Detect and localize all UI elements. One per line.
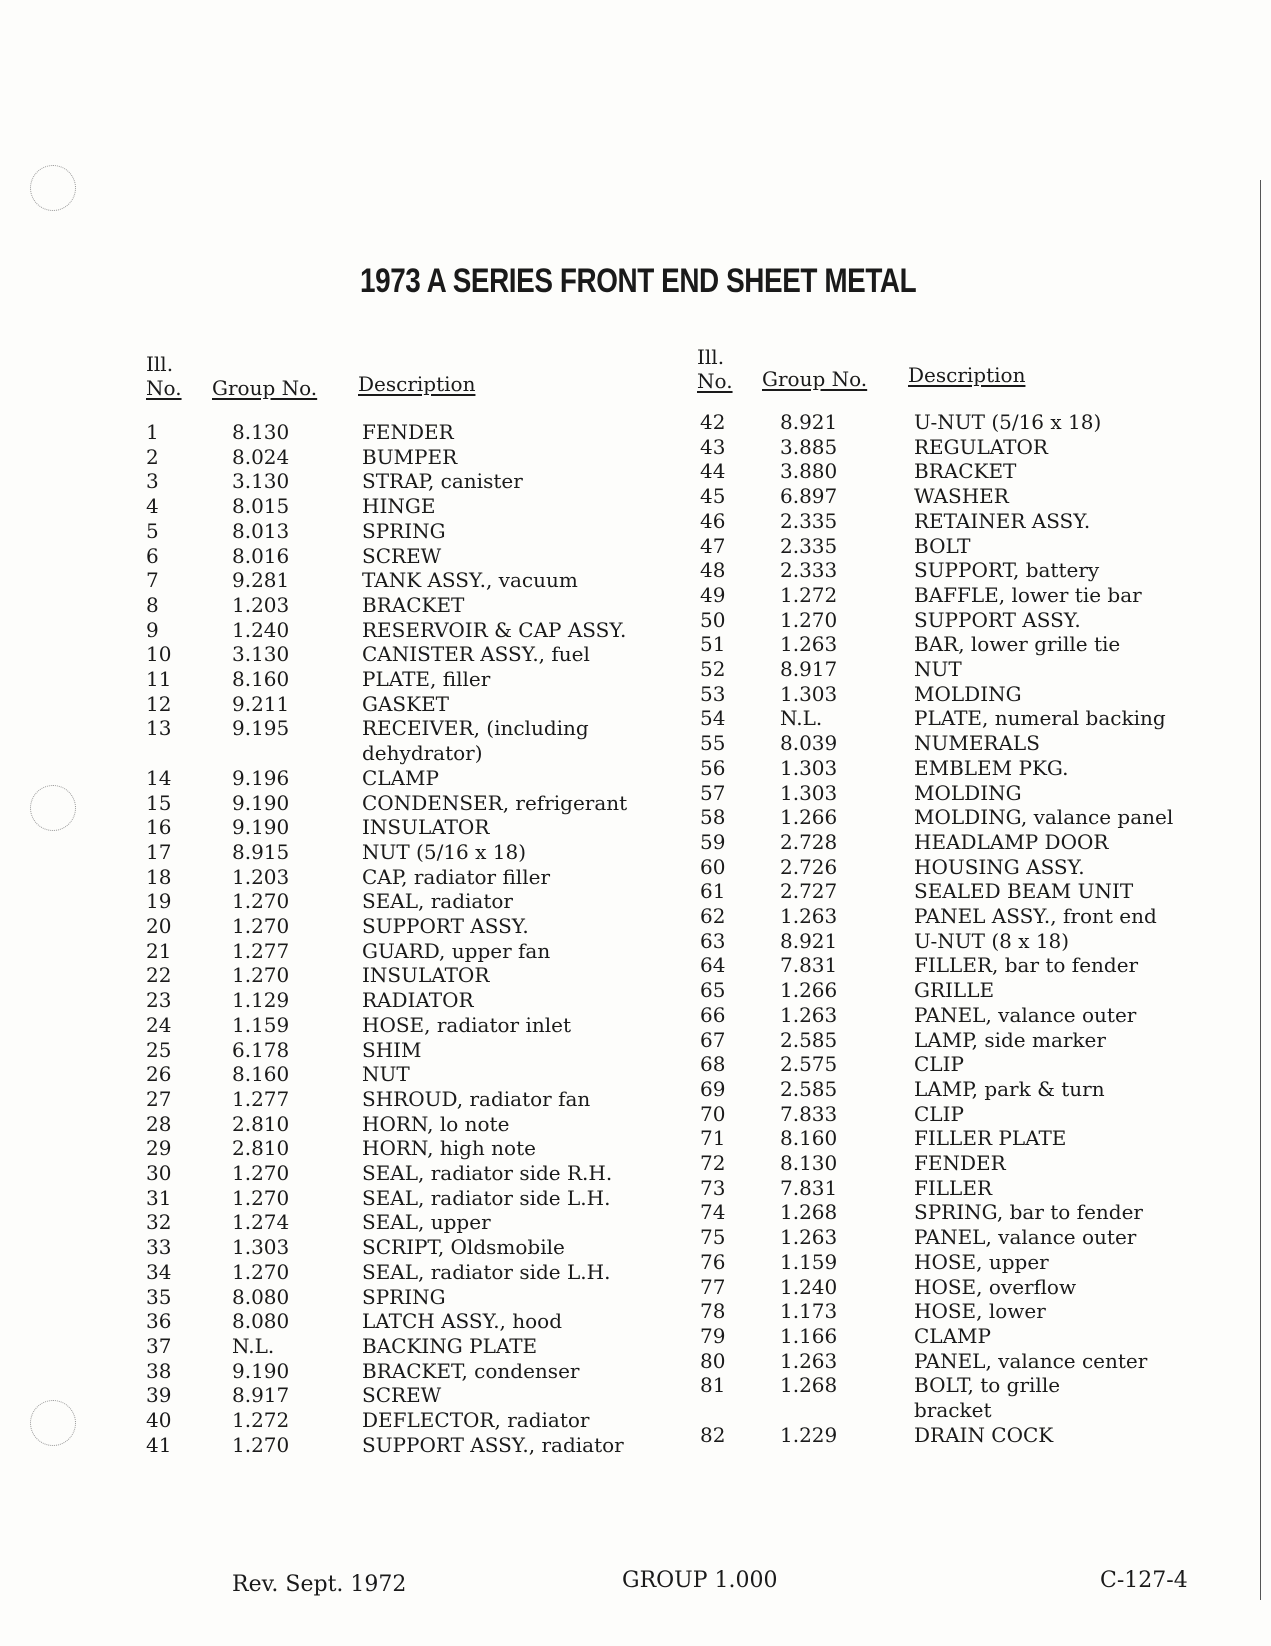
group-number: 1.274 (232, 1210, 290, 1235)
part-description: EMBLEM PKG. (914, 755, 1069, 780)
ill-number: 24 (146, 1012, 172, 1037)
part-description: MOLDING, valance panel (914, 805, 1174, 830)
ill-number: 9 (146, 617, 159, 642)
part-description: PLATE, filler (362, 667, 491, 691)
part-description: LAMP, side marker (914, 1027, 1106, 1052)
group-number: 1.303 (780, 755, 838, 780)
part-row (0, 583, 1271, 607)
part-description: CLAMP (914, 1323, 991, 1348)
ill-number: 67 (700, 1027, 726, 1052)
ill-number: 30 (146, 1161, 172, 1185)
part-description: GUARD, upper fan (362, 938, 551, 963)
ill-number: 3 (146, 469, 159, 494)
description-header: Description (908, 363, 1026, 387)
ill-number: 44 (700, 459, 726, 484)
ill-number: 31 (146, 1185, 172, 1210)
group-label: GROUP 1.000 (622, 1568, 778, 1593)
part-row (0, 1151, 1271, 1175)
group-number: 1.268 (780, 1373, 838, 1398)
ill-number: 78 (700, 1299, 726, 1324)
part-description: DRAIN COCK (914, 1422, 1054, 1447)
group-number: 2.575 (780, 1052, 838, 1077)
part-description: PANEL, valance outer (914, 1002, 1137, 1027)
part-row (0, 1423, 1271, 1447)
group-number: 1.203 (232, 592, 290, 617)
group-number: 1.129 (232, 988, 290, 1013)
group-number: 1.263 (780, 904, 838, 928)
part-description: CANISTER ASSY., fuel (362, 642, 590, 667)
group-number: N.L. (780, 706, 823, 731)
group-number: 2.726 (780, 854, 838, 879)
part-description: SEAL, upper (362, 1210, 491, 1235)
ill-number: 36 (146, 1309, 172, 1334)
group-number: 6.897 (780, 484, 838, 509)
group-number: 8.160 (232, 1062, 290, 1087)
page-number: C-127-4 (1100, 1568, 1188, 1593)
group-number: 1.240 (780, 1274, 838, 1299)
group-number: 1.229 (780, 1422, 838, 1447)
group-number: 2.335 (780, 533, 838, 558)
part-row (0, 608, 1271, 632)
part-description: U-NUT (5/16 x 18) (914, 410, 1102, 434)
ill-number: 46 (700, 508, 726, 533)
ill-number: 15 (146, 790, 172, 815)
part-description: INSULATOR (362, 963, 490, 988)
part-description: BOLT, to grille (914, 1373, 1061, 1398)
part-description: HOSE, radiator inlet (362, 1012, 572, 1037)
part-row (0, 706, 1271, 730)
page-title: 1973 A SERIES FRONT END SHEET METAL (360, 262, 917, 300)
ill-number: 4 (146, 494, 159, 519)
part-row (0, 1028, 1271, 1052)
group-number: 1.173 (780, 1299, 838, 1324)
group-no-header: Group No. (212, 376, 318, 400)
part-row (0, 459, 1271, 483)
part-row (0, 534, 1271, 558)
part-description: HOSE, overflow (914, 1274, 1077, 1299)
ill-number: 35 (146, 1284, 172, 1309)
part-description: BACKING PLATE (362, 1333, 538, 1358)
part-description: RETAINER ASSY. (914, 508, 1091, 533)
part-row (0, 731, 1271, 755)
ill-number: 76 (700, 1249, 726, 1274)
part-description: SEALED BEAM UNIT (914, 879, 1134, 904)
part-row (0, 1349, 1271, 1373)
ill-number: 33 (146, 1235, 172, 1260)
ill-number: 27 (146, 1086, 172, 1111)
part-description: GRILLE (914, 978, 995, 1003)
ill-number: 72 (700, 1151, 726, 1175)
part-description: FILLER (914, 1175, 992, 1200)
part-description-continued: dehydrator) (362, 741, 483, 766)
part-row (0, 953, 1271, 977)
group-number: 1.303 (780, 780, 838, 805)
part-description: SPRING, bar to fender (914, 1200, 1143, 1225)
group-number: 9.190 (232, 815, 290, 840)
ill-number: 19 (146, 889, 172, 914)
part-description: HORN, high note (362, 1136, 536, 1161)
ill-number: 65 (700, 978, 726, 1003)
ill-number: 22 (146, 963, 172, 988)
group-number: 8.130 (232, 420, 290, 444)
ill-number: 6 (146, 543, 159, 568)
group-number: 1.263 (780, 1348, 838, 1373)
part-description: BRACKET (362, 592, 465, 617)
part-description: SCREW (362, 543, 442, 568)
ill-number: 13 (146, 716, 172, 741)
ill-number: 74 (700, 1200, 726, 1225)
ill-no-header: Ill. No. (697, 345, 733, 393)
ill-number: 39 (146, 1383, 172, 1408)
group-number: 1.203 (232, 864, 290, 889)
part-description: NUT (362, 1062, 410, 1087)
group-number: 2.810 (232, 1111, 290, 1136)
part-row (0, 1299, 1271, 1323)
ill-number: 71 (700, 1126, 726, 1151)
part-description: FENDER (362, 420, 454, 444)
ill-number: 49 (700, 582, 726, 607)
part-description: BRACKET, condenser (362, 1358, 580, 1383)
ill-number: 68 (700, 1052, 726, 1077)
group-number: 8.130 (780, 1151, 838, 1175)
ill-number: 20 (146, 914, 172, 938)
ill-number: 70 (700, 1101, 726, 1126)
ill-number: 66 (700, 1002, 726, 1027)
part-description: SUPPORT, battery (914, 558, 1100, 583)
part-description: HEADLAMP DOOR (914, 829, 1109, 854)
part-row (0, 978, 1271, 1002)
ill-number: 34 (146, 1259, 172, 1284)
part-row (0, 682, 1271, 706)
part-description: SEAL, radiator side L.H. (362, 1259, 611, 1284)
ill-number: 41 (146, 1432, 172, 1457)
part-description: SPRING (362, 1284, 446, 1309)
group-number: 1.270 (232, 1432, 290, 1457)
group-number: 1.159 (780, 1249, 838, 1274)
group-number: 1.263 (780, 1002, 838, 1027)
group-number: 1.277 (232, 1086, 290, 1111)
group-number: 1.272 (232, 1408, 290, 1432)
group-number: 3.130 (232, 642, 290, 667)
part-description: HOSE, upper (914, 1249, 1049, 1274)
group-number: 1.270 (232, 889, 290, 914)
part-description: TANK ASSY., vacuum (362, 568, 578, 593)
group-number: 1.266 (780, 978, 838, 1003)
ill-number: 73 (700, 1175, 726, 1200)
group-number: 7.831 (780, 953, 838, 978)
group-number: 2.585 (780, 1076, 838, 1101)
group-number: 1.266 (780, 805, 838, 830)
part-description: NUT (5/16 x 18) (362, 839, 527, 864)
ill-number: 69 (700, 1076, 726, 1101)
ill-number: 21 (146, 938, 172, 963)
ill-number: 25 (146, 1037, 172, 1062)
part-description: SEAL, radiator side R.H. (362, 1161, 613, 1185)
group-number: 1.270 (232, 914, 290, 938)
group-number: 2.728 (780, 829, 838, 854)
part-description-continued: bracket (914, 1397, 992, 1422)
group-number: 3.130 (232, 469, 290, 494)
part-description: LATCH ASSY., hood (362, 1309, 563, 1334)
part-description: INSULATOR (362, 815, 490, 840)
part-row (0, 484, 1271, 508)
ill-number: 1 (146, 420, 159, 444)
ill-number: 12 (146, 691, 172, 716)
ill-number: 40 (146, 1408, 172, 1432)
part-description: WASHER (914, 484, 1009, 509)
ill-number: 14 (146, 765, 172, 790)
group-number: 1.277 (232, 938, 290, 963)
group-number: 2.810 (232, 1136, 290, 1161)
group-no-header: Group No. (762, 367, 868, 391)
part-row (0, 805, 1271, 829)
part-description: MOLDING (914, 780, 1022, 805)
ill-number: 63 (700, 928, 726, 953)
ill-number: 75 (700, 1225, 726, 1250)
group-number: 8.080 (232, 1309, 290, 1334)
part-description: SHROUD, radiator fan (362, 1086, 591, 1111)
part-row (0, 1225, 1271, 1249)
ill-number: 29 (146, 1136, 172, 1161)
group-number: 8.921 (780, 928, 838, 953)
group-number: 1.272 (780, 582, 838, 607)
group-number: 8.160 (232, 667, 290, 691)
revision-date: Rev. Sept. 1972 (232, 1572, 407, 1597)
part-row (0, 1200, 1271, 1224)
ill-number: 42 (700, 410, 726, 434)
ill-number: 47 (700, 533, 726, 558)
part-description: CAP, radiator filler (362, 864, 550, 889)
ill-number: 11 (146, 667, 172, 691)
part-row (0, 410, 1271, 434)
description-header: Description (358, 372, 476, 396)
part-description: RADIATOR (362, 988, 474, 1013)
ill-no-header: Ill. No. (146, 352, 182, 400)
ill-number: 56 (700, 755, 726, 780)
ill-number: 48 (700, 558, 726, 583)
part-description: HOUSING ASSY. (914, 854, 1085, 879)
ill-number: 57 (700, 780, 726, 805)
part-description: HORN, lo note (362, 1111, 510, 1136)
ill-number: 59 (700, 829, 726, 854)
ill-number: 53 (700, 681, 726, 706)
ill-number: 18 (146, 864, 172, 889)
part-description: SCRIPT, Oldsmobile (362, 1235, 565, 1260)
ill-number: 8 (146, 592, 159, 617)
group-number: 8.917 (780, 657, 838, 681)
part-row (0, 558, 1271, 582)
part-description: FENDER (914, 1151, 1006, 1175)
ill-number: 43 (700, 434, 726, 459)
part-description: FILLER PLATE (914, 1126, 1067, 1151)
ill-number: 5 (146, 518, 159, 543)
part-row (0, 929, 1271, 953)
ill-number: 37 (146, 1333, 172, 1358)
ill-number: 10 (146, 642, 172, 667)
ill-number: 52 (700, 657, 726, 681)
group-number: 9.190 (232, 1358, 290, 1383)
part-row (0, 509, 1271, 533)
group-number: N.L. (232, 1333, 275, 1358)
punch-hole-top (30, 165, 76, 211)
part-description: SUPPORT ASSY., radiator (362, 1432, 624, 1457)
part-row (0, 879, 1271, 903)
part-description: SUPPORT ASSY. (362, 914, 529, 938)
group-number: 8.080 (232, 1284, 290, 1309)
ill-number: 60 (700, 854, 726, 879)
group-number: 1.263 (780, 1225, 838, 1250)
group-number: 9.190 (232, 790, 290, 815)
group-number: 1.268 (780, 1200, 838, 1225)
group-number: 8.016 (232, 543, 290, 568)
part-row (0, 855, 1271, 879)
ill-number: 82 (700, 1422, 726, 1447)
part-description: BAR, lower grille tie (914, 632, 1121, 657)
part-description: CLIP (914, 1052, 964, 1077)
part-row (0, 1077, 1271, 1101)
ill-number: 23 (146, 988, 172, 1013)
group-number: 3.880 (780, 459, 838, 484)
part-row (0, 781, 1271, 805)
ill-number: 45 (700, 484, 726, 509)
group-number: 6.178 (232, 1037, 290, 1062)
group-number: 1.303 (232, 1235, 290, 1260)
group-number: 1.303 (780, 681, 838, 706)
part-description: MOLDING (914, 681, 1022, 706)
part-description: SHIM (362, 1037, 422, 1062)
part-description: GASKET (362, 691, 450, 716)
ill-number: 51 (700, 632, 726, 657)
ill-number: 79 (700, 1323, 726, 1348)
part-row (0, 1052, 1271, 1076)
part-description: SPRING (362, 518, 446, 543)
part-description: DEFLECTOR, radiator (362, 1408, 590, 1432)
part-row (0, 1324, 1271, 1348)
group-number: 8.915 (232, 839, 290, 864)
part-description: HOSE, lower (914, 1299, 1046, 1324)
part-row (0, 1250, 1271, 1274)
group-number: 1.166 (780, 1323, 838, 1348)
part-description: CLAMP (362, 765, 439, 790)
group-number: 8.917 (232, 1383, 290, 1408)
ill-number: 26 (146, 1062, 172, 1087)
part-description: BUMPER (362, 444, 458, 469)
part-row (0, 1102, 1271, 1126)
group-number: 8.024 (232, 444, 290, 469)
group-number: 7.831 (780, 1175, 838, 1200)
group-number: 1.270 (232, 1185, 290, 1210)
part-description: BOLT (914, 533, 971, 558)
ill-number: 50 (700, 607, 726, 632)
part-description: STRAP, canister (362, 469, 523, 494)
part-description: HINGE (362, 494, 436, 519)
group-number: 8.039 (780, 731, 838, 756)
group-number: 2.333 (780, 558, 838, 583)
part-description: CLIP (914, 1101, 964, 1126)
ill-number: 28 (146, 1111, 172, 1136)
group-number: 1.159 (232, 1012, 290, 1037)
ill-number: 16 (146, 815, 172, 840)
part-row (0, 904, 1271, 928)
part-description: SEAL, radiator (362, 889, 513, 914)
part-description: FILLER, bar to fender (914, 953, 1139, 978)
part-description: PLATE, numeral backing (914, 706, 1166, 731)
group-number: 1.270 (232, 1161, 290, 1185)
ill-number: 80 (700, 1348, 726, 1373)
part-description: PANEL, valance outer (914, 1225, 1137, 1250)
group-number: 7.833 (780, 1101, 838, 1126)
group-number: 1.270 (780, 607, 838, 632)
part-row (0, 756, 1271, 780)
group-number: 3.885 (780, 434, 838, 459)
part-row (0, 830, 1271, 854)
group-number: 2.585 (780, 1027, 838, 1052)
part-description: CONDENSER, refrigerant (362, 790, 628, 815)
group-number: 8.013 (232, 518, 290, 543)
part-description: LAMP, park & turn (914, 1076, 1105, 1101)
part-row (0, 1275, 1271, 1299)
part-row (0, 657, 1271, 681)
group-number: 2.335 (780, 508, 838, 533)
group-number: 8.160 (780, 1126, 838, 1151)
part-description: SEAL, radiator side L.H. (362, 1185, 611, 1210)
ill-number: 64 (700, 953, 726, 978)
part-description: NUT (914, 657, 962, 681)
ill-number: 55 (700, 731, 726, 756)
group-number: 1.263 (780, 632, 838, 657)
group-number: 8.921 (780, 410, 838, 434)
part-description: RESERVOIR & CAP ASSY. (362, 617, 627, 642)
group-number: 9.281 (232, 568, 290, 593)
part-description: RECEIVER, (including (362, 716, 589, 741)
group-number: 1.240 (232, 617, 290, 642)
ill-number: 62 (700, 904, 726, 928)
part-description: PANEL, valance center (914, 1348, 1148, 1373)
ill-number: 54 (700, 706, 726, 731)
group-number: 9.196 (232, 765, 290, 790)
group-number: 8.015 (232, 494, 290, 519)
part-description: REGULATOR (914, 434, 1048, 459)
ill-number: 58 (700, 805, 726, 830)
part-description: PANEL ASSY., front end (914, 904, 1157, 928)
part-description: NUMERALS (914, 731, 1040, 756)
ill-number: 81 (700, 1373, 726, 1398)
group-number: 9.211 (232, 691, 290, 716)
part-description: U-NUT (8 x 18) (914, 928, 1070, 953)
ill-number: 77 (700, 1274, 726, 1299)
part-row (0, 435, 1271, 459)
ill-number: 2 (146, 444, 159, 469)
part-row (0, 1176, 1271, 1200)
group-number: 1.270 (232, 963, 290, 988)
group-number: 9.195 (232, 716, 290, 741)
part-description: BRACKET (914, 459, 1017, 484)
ill-number: 32 (146, 1210, 172, 1235)
part-row (0, 1126, 1271, 1150)
part-description: SUPPORT ASSY. (914, 607, 1081, 632)
ill-number: 61 (700, 879, 726, 904)
part-row (0, 1003, 1271, 1027)
ill-number: 17 (146, 839, 172, 864)
part-row (0, 632, 1271, 656)
ill-number: 7 (146, 568, 159, 593)
ill-number: 38 (146, 1358, 172, 1383)
part-description: SCREW (362, 1383, 442, 1408)
group-number: 1.270 (232, 1259, 290, 1284)
part-description: BAFFLE, lower tie bar (914, 582, 1142, 607)
group-number: 2.727 (780, 879, 838, 904)
